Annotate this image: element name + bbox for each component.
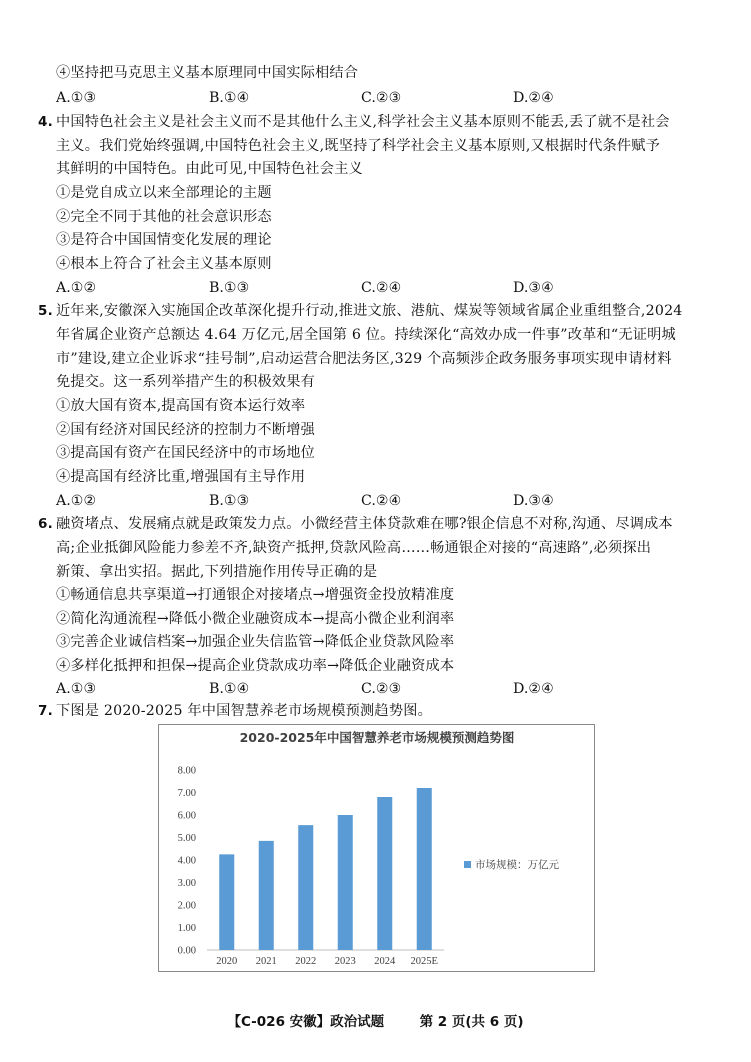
q6-stem-line-2: 高;企业抵御风险能力参差不齐,缺资产抵押,贷款风险高……畅通银企对接的“高速路”,必须探出: [56, 540, 652, 556]
q5-item-2: ②国有经济对国民经济的控制力不断增强: [56, 422, 315, 438]
q4-option-c: C.②④: [361, 280, 402, 296]
q6-option-c: C.②③: [361, 681, 402, 697]
x-tick-label: 2025E: [410, 956, 438, 967]
q5-stem-line-4: 免提交。这一系列举措产生的积极效果有: [56, 374, 315, 390]
y-tick-label: 8.00: [177, 765, 196, 777]
q3-option-c: C.②③: [361, 90, 402, 106]
chart-title: 2020-2025年中国智慧养老市场规模预测趋势图: [239, 730, 515, 745]
x-tick-label: 2022: [295, 956, 317, 967]
q4-item-3: ③是符合中国国情变化发展的理论: [56, 232, 272, 248]
q5-option-a: A.①②: [56, 493, 97, 509]
y-tick-label: 6.00: [177, 810, 196, 822]
question-number: 4.: [38, 114, 53, 130]
legend-swatch: [464, 861, 471, 868]
bar-2021: [259, 841, 274, 950]
q5-option-d: D.③④: [513, 493, 554, 509]
question-number: 5.: [38, 303, 53, 319]
q7-stem: 下图是 2020-2025 年中国智慧养老市场规模预测趋势图。: [56, 703, 432, 719]
y-tick-label: 4.00: [177, 855, 196, 867]
y-tick-label: 3.00: [177, 878, 196, 889]
q6-item-1: ①畅通信息共享渠道→打通银企对接堵点→增强资金投放精准度: [56, 587, 455, 603]
q4-option-b: B.①③: [209, 280, 250, 296]
y-tick-label: 1.00: [177, 923, 196, 934]
q4-option-a: A.①②: [56, 280, 97, 296]
q4-item-2: ②完全不同于其他的社会意识形态: [56, 209, 272, 225]
market-size-chart: [158, 724, 595, 972]
bar-2020: [219, 854, 234, 950]
q4-stem-line-3: 其鲜明的中国特色。由此可见,中国特色社会主义: [56, 161, 363, 177]
q6-item-4: ④多样化抵押和担保→提高企业贷款成功率→降低企业融资成本: [56, 658, 455, 674]
legend-label: 市场规模：万亿元: [475, 859, 559, 871]
q6-option-b: B.①④: [209, 681, 250, 697]
question-number: 7.: [38, 703, 53, 719]
q4-stem-line-1: 中国特色社会主义是社会主义而不是其他什么主义,科学社会主义基本原则不能丢,丢了就不是社会: [56, 114, 670, 130]
q4-item-4: ④根本上符合了社会主义基本原则: [56, 256, 272, 272]
q3-item-4: ④坚持把马克思主义基本原理同中国实际相结合: [56, 65, 359, 81]
q3-option-d: D.②④: [513, 90, 554, 106]
q6-option-a: A.①③: [56, 681, 97, 697]
y-tick-label: 7.00: [177, 788, 196, 799]
bar-chart-svg: [159, 725, 594, 971]
bar-2022: [298, 825, 313, 950]
q6-stem-line-1: 融资堵点、发展痛点就是政策发力点。小微经营主体贷款难在哪?银企信息不对称,沟通、尽调成本: [56, 516, 673, 532]
bar-2025E: [417, 788, 432, 950]
x-tick-label: 2023: [334, 956, 356, 967]
q6-option-d: D.②④: [513, 681, 554, 697]
x-tick-label: 2021: [255, 956, 277, 967]
exam-code: 【C-026 安徽】政治试题: [227, 1014, 385, 1030]
bar-2023: [338, 815, 353, 950]
x-tick-label: 2020: [216, 956, 238, 967]
q4-stem-line-2: 主义。我们党始终强调,中国特色社会主义,既坚持了科学社会主义基本原则,又根据时代条件赋予: [56, 138, 661, 154]
q5-stem-line-2: 年省属企业资产总额达 4.64 万亿元,居全国第 6 位。持续深化“高效办成一件事”改革和“无证明城: [56, 327, 676, 343]
bar-2024: [377, 797, 392, 950]
q3-option-b: B.①④: [209, 90, 250, 106]
q5-option-c: C.②④: [361, 493, 402, 509]
y-tick-label: 2.00: [177, 900, 196, 912]
q4-item-1: ①是党自成立以来全部理论的主题: [56, 185, 272, 201]
q5-item-1: ①放大国有资本,提高国有资本运行效率: [56, 398, 306, 414]
page-number: 第 2 页(共 6 页): [419, 1014, 524, 1030]
y-tick-label: 5.00: [177, 833, 196, 844]
q6-stem-line-3: 新策、拿出实招。据此,下列措施作用传导正确的是: [56, 564, 378, 580]
page-footer: [0, 1013, 751, 1031]
q6-item-2: ②简化沟通流程→降低小微企业融资成本→提高小微企业利润率: [56, 611, 455, 627]
q5-stem-line-3: 市”建设,建立企业诉求“挂号制”,启动运营合肥法务区,329 个高频涉企政务服务事项实现申请材料: [56, 351, 672, 367]
q3-option-a: A.①③: [56, 90, 97, 106]
q4-option-d: D.③④: [513, 280, 554, 296]
q5-stem-line-1: 近年来,安徽深入实施国企改革深化提升行动,推进文旅、港航、煤炭等领域省属企业重组整合,2024: [56, 303, 683, 319]
q6-item-3: ③完善企业诚信档案→加强企业失信监管→降低企业贷款风险率: [56, 634, 455, 650]
question-number: 6.: [38, 516, 53, 532]
x-tick-label: 2024: [374, 956, 396, 967]
y-tick-label: 0.00: [177, 945, 196, 957]
q5-item-3: ③提高国有资产在国民经济中的市场地位: [56, 445, 315, 461]
q5-option-b: B.①③: [209, 493, 250, 509]
q5-item-4: ④提高国有经济比重,增强国有主导作用: [56, 469, 306, 485]
